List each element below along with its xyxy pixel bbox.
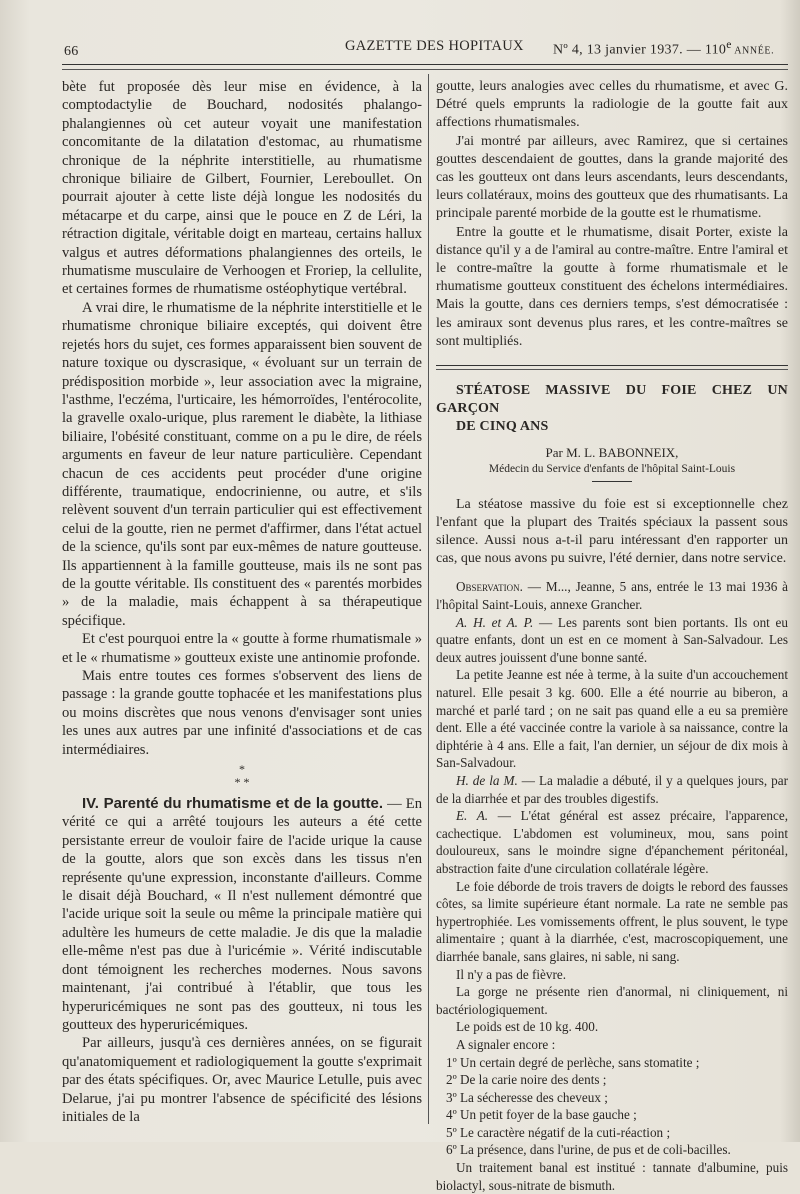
issue-year: ANNÉE. <box>731 45 775 57</box>
article-intro: La stéatose massive du foie est si exceptionnelle chez l'enfant que la plupart des Traités spéciaux la passent sous silence. Aussi nous a-t-il paru intéressant d'en rapporter un cas, que nous avons pu suivre, l'été dernier, dans notre service. <box>436 496 788 567</box>
separator-star-top: * <box>239 762 245 777</box>
list-item: 2º De la carie noire des dents ; <box>446 1072 607 1088</box>
observation-label: Observation. <box>456 579 523 595</box>
left-column <box>62 78 422 1126</box>
article-rule <box>436 365 788 370</box>
current-state-text: — L'état général est assez précaire, l'apparence, cachectique. L'abdomen est volumineux, mou, sans point douloureux, sans le moindre signe d'épanchement péritonéal, abstraction faite d'une circulation collatérale légère. <box>436 808 788 876</box>
article-byline: Par M. L. BABONNEIX, <box>545 444 679 460</box>
paragraph: Et c'est pourquoi entre la « goutte à forme rhumatismale » et le « rhumatisme » goutteux existe une antinomie profonde. <box>62 631 422 666</box>
observation-paragraph <box>436 578 788 613</box>
observation-section <box>436 578 788 1194</box>
separator-stars-bottom: * * <box>234 775 250 790</box>
current-state <box>436 807 788 877</box>
paragraph: A signaler encore : <box>456 1036 556 1052</box>
list-item: 4º Un petit foyer de la base gauche ; <box>446 1107 637 1123</box>
paragraph: La petite Jeanne est née à terme, à la suite d'un accouchement naturel. Elle pesait 3 kg. 600. Elle a été nourrie au biberon, a marché et parlé tard ; on ne sait pas quand elle a eu sa première dent. Elle a été vaccinée contre la variole à sa naissance, contre la diphtérie à 4 ans. Elle a fait, l'an dernier, un séjour de dix mois à San-Salvadour. <box>436 667 788 771</box>
issue-main: Nº 4, 13 janvier 1937. — 110 <box>553 42 727 58</box>
disease-history-text: — La maladie a débuté, il y a quelques jours, par de la diarrhée et par des troubles digestifs. <box>436 773 788 806</box>
section-text: — En vérité ce qui a arrêté toujours les auteurs a été cette persistante erreur de vouloir faire de l'acide urique la cause de la goutte, alors que son excès dans les tissus n'en représente qu'une expression, inconstante d'ailleurs. Comme le disait déjà Bouchard, « Il n'est nullement démontré que l'acide urique soit la seule ou même la principale matière qui adultère les humeurs de cette maladie. Je dis que la maladie elle-même n'est pas due à l'uricémie ». Vérité indiscutable dont témoignent les recherches modernes. Nous savons maintenant, j'ai contribué à l'établir, que tous les hyperuricémiques ne sont pas des goutteux, ni tous les goutteux des hyperuricémiques. <box>62 796 422 1033</box>
observation-text: — M..., Jeanne, 5 ans, entrée le 13 mai 1936 à l'hôpital Saint-Louis, annexe Grancher. <box>436 579 788 613</box>
paragraph: A vrai dire, le rhumatisme de la néphrite interstitielle et le rhumatisme chronique biliaire exceptés, qui doivent être rejetés hors du sujet, ces formes apparaissent bien souvent de nature toxique ou dyscrasique, « évoluant sur un terrain de prédisposition morbide », leur association avec la migraine, l'asthme, l'eczéma, l'urticaire, les hémorroïdes, l'entérocolite, la gravelle oxalo-urique, plus rarement le diabète, la lithiase biliaire, l'obésité constituant, comme on a pu le dire, de réels arguments en faveur de leur nature particulière. Cependant chacun de ces accidents peut procéder d'une origine différente, traumatique, endocrinienne, ou autre, et s'ils relèvent souvent d'un terrain particulier qui est effectivement celui de la goutte, rien ne permet d'affirmer, dans l'état actuel de la science, qu'ils sont par eux-mêmes de nature goutteuse. Ils appartiennent à la famille goutteuse, mais ils ne sont pas de la goutte véritable. Ils constituent des « parentés morbides » de la maladie, mais échappent à sa thérapeutique spécifique. <box>62 299 422 629</box>
findings-list <box>436 1054 788 1160</box>
current-state-label: E. A. <box>456 808 489 824</box>
disease-history-label: H. de la M. <box>456 773 518 788</box>
section-paragraph <box>62 795 422 1034</box>
paragraph: Entre la goutte et le rhumatisme, disait Porter, existe la distance qu'il y a de l'amiral au contre-maître. Entre l'amiral et le contre-maître la goutte à forme rhumatismale et le rhumatisme goutteux constituent des échelons intermédiaires. Mais la goutte, dans ces derniers temps, s'est démocratisée : les amiraux sont devenus plus rares, et les contre-maîtres se sont multipliés. <box>436 224 788 349</box>
section-heading: IV. Parenté du rhumatisme et de la goutte. <box>82 795 383 813</box>
list-item: 6º La présence, dans l'urine, de pus et de coli-bacilles. <box>446 1142 731 1158</box>
issue-sup: e <box>726 38 732 51</box>
paragraph: La gorge ne présente rien d'anormal, ni cliniquement, ni bactériologiquement. <box>436 984 788 1017</box>
article-title-line-1: STÉATOSE MASSIVE DU FOIE CHEZ UN GARÇON <box>436 383 788 417</box>
paragraph: goutte, leurs analogies avec celles du rhumatisme, et avec G. Détré quels emprunts la radiologie de la goutte fait aux affections rhumatismales. <box>436 79 788 131</box>
paragraph: bète fut proposée dès leur mise en évidence, à la comptodactylie de Bouchard, nodosités phalango-phalangiennes où cet auteur voyait une manifestation concomitante de la dilatation d'estomac, au rhumatisme chronique de la néphrite interstitielle, au rhumatisme chronique biliaire de Gilbert, Fournier, Lereboullet. On pourrait ajouter à cette liste déjà longue les nodosités du métacarpe et du carpe, ainsi que le pouce en Z de Léri, la rétraction digitale, véritable doigt en marteau, certains hallux valgus et autres déformations phalangiennes des orteils, le rhumatisme musculaire de Verhoogen et Froriep, la cellulite, et certaines formes de rhumatisme ostéophytique vertébral. <box>62 79 422 298</box>
family-history-text: — Les parents sont bien portants. Ils ont eu quatre enfants, dont un est en ce moment à San-Salvadour. Les deux autres jouissent d'une bonne santé. <box>436 614 788 665</box>
disease-history <box>436 772 788 807</box>
header-rule <box>62 64 788 70</box>
list-item: 5º Le caractère négatif de la cuti-réaction ; <box>446 1124 671 1140</box>
paragraph: Le poids est de 10 kg. 400. <box>456 1019 599 1035</box>
section-separator <box>62 763 422 789</box>
page-number: 66 <box>64 44 79 59</box>
running-header <box>62 38 788 64</box>
family-history-label: A. H. et A. P. <box>456 614 534 630</box>
journal-title: GAZETTE DES HOPITAUX <box>345 38 524 54</box>
paragraph: J'ai montré par ailleurs, avec Ramirez, que si certaines gouttes descendaient de gouttes, dans la grande majorité des cas les goutteux ont dans leurs ascendants, leurs descendants, leurs collatéraux, moins des goutteux que des rhumatisants. La principale parenté morbide de la goutte est le rhumatisme. <box>436 133 788 222</box>
byline-rule <box>592 481 632 482</box>
list-item: 3º La sécheresse des cheveux ; <box>446 1089 608 1105</box>
issue-info <box>553 38 774 59</box>
article-title-line-2: DE CINQ ANS <box>456 419 549 435</box>
paragraph: Un traitement banal est institué : tannate d'albumine, puis biolactyl, sous-nitrate de bismuth. <box>436 1160 788 1193</box>
paragraph: Le foie déborde de trois travers de doigts le rebord des fausses côtes, sa limite supérieure étant normale. La rate ne semble pas hypertrophiée. Les vomissements offrent, le plus souvent, le type alimentaire ; quant à la diarrhée, c'est, macroscopiquement, une diarrhée banale, sans glaires, ni sable, ni sang. <box>436 878 788 964</box>
family-history <box>436 614 788 667</box>
column-divider <box>428 74 429 1124</box>
right-column <box>436 78 788 1194</box>
list-item: 1º Un certain degré de perlèche, sans stomatite ; <box>446 1054 700 1070</box>
author-affiliation: Médecin du Service d'enfants de l'hôpital Saint-Louis <box>488 462 736 475</box>
paragraph: Il n'y a pas de fièvre. <box>456 966 567 982</box>
paragraph: Par ailleurs, jusqu'à ces dernières années, on se figurait qu'anatomiquement et radiologiquement la goutte s'exprimait par des états spécifiques. Or, avec Maurice Letulle, puis avec Delarue, j'ai pu montrer l'absence de spécificité des lésions initiales de la <box>62 1035 422 1125</box>
paragraph: Mais entre toutes ces formes s'observent des liens de passage : la grande goutte tophacée et les manifestations plus ou moins discrètes que nous venons d'envisager sont unies les unes aux autres par une infinité d'associations et de cas intermédiaires. <box>62 668 422 758</box>
